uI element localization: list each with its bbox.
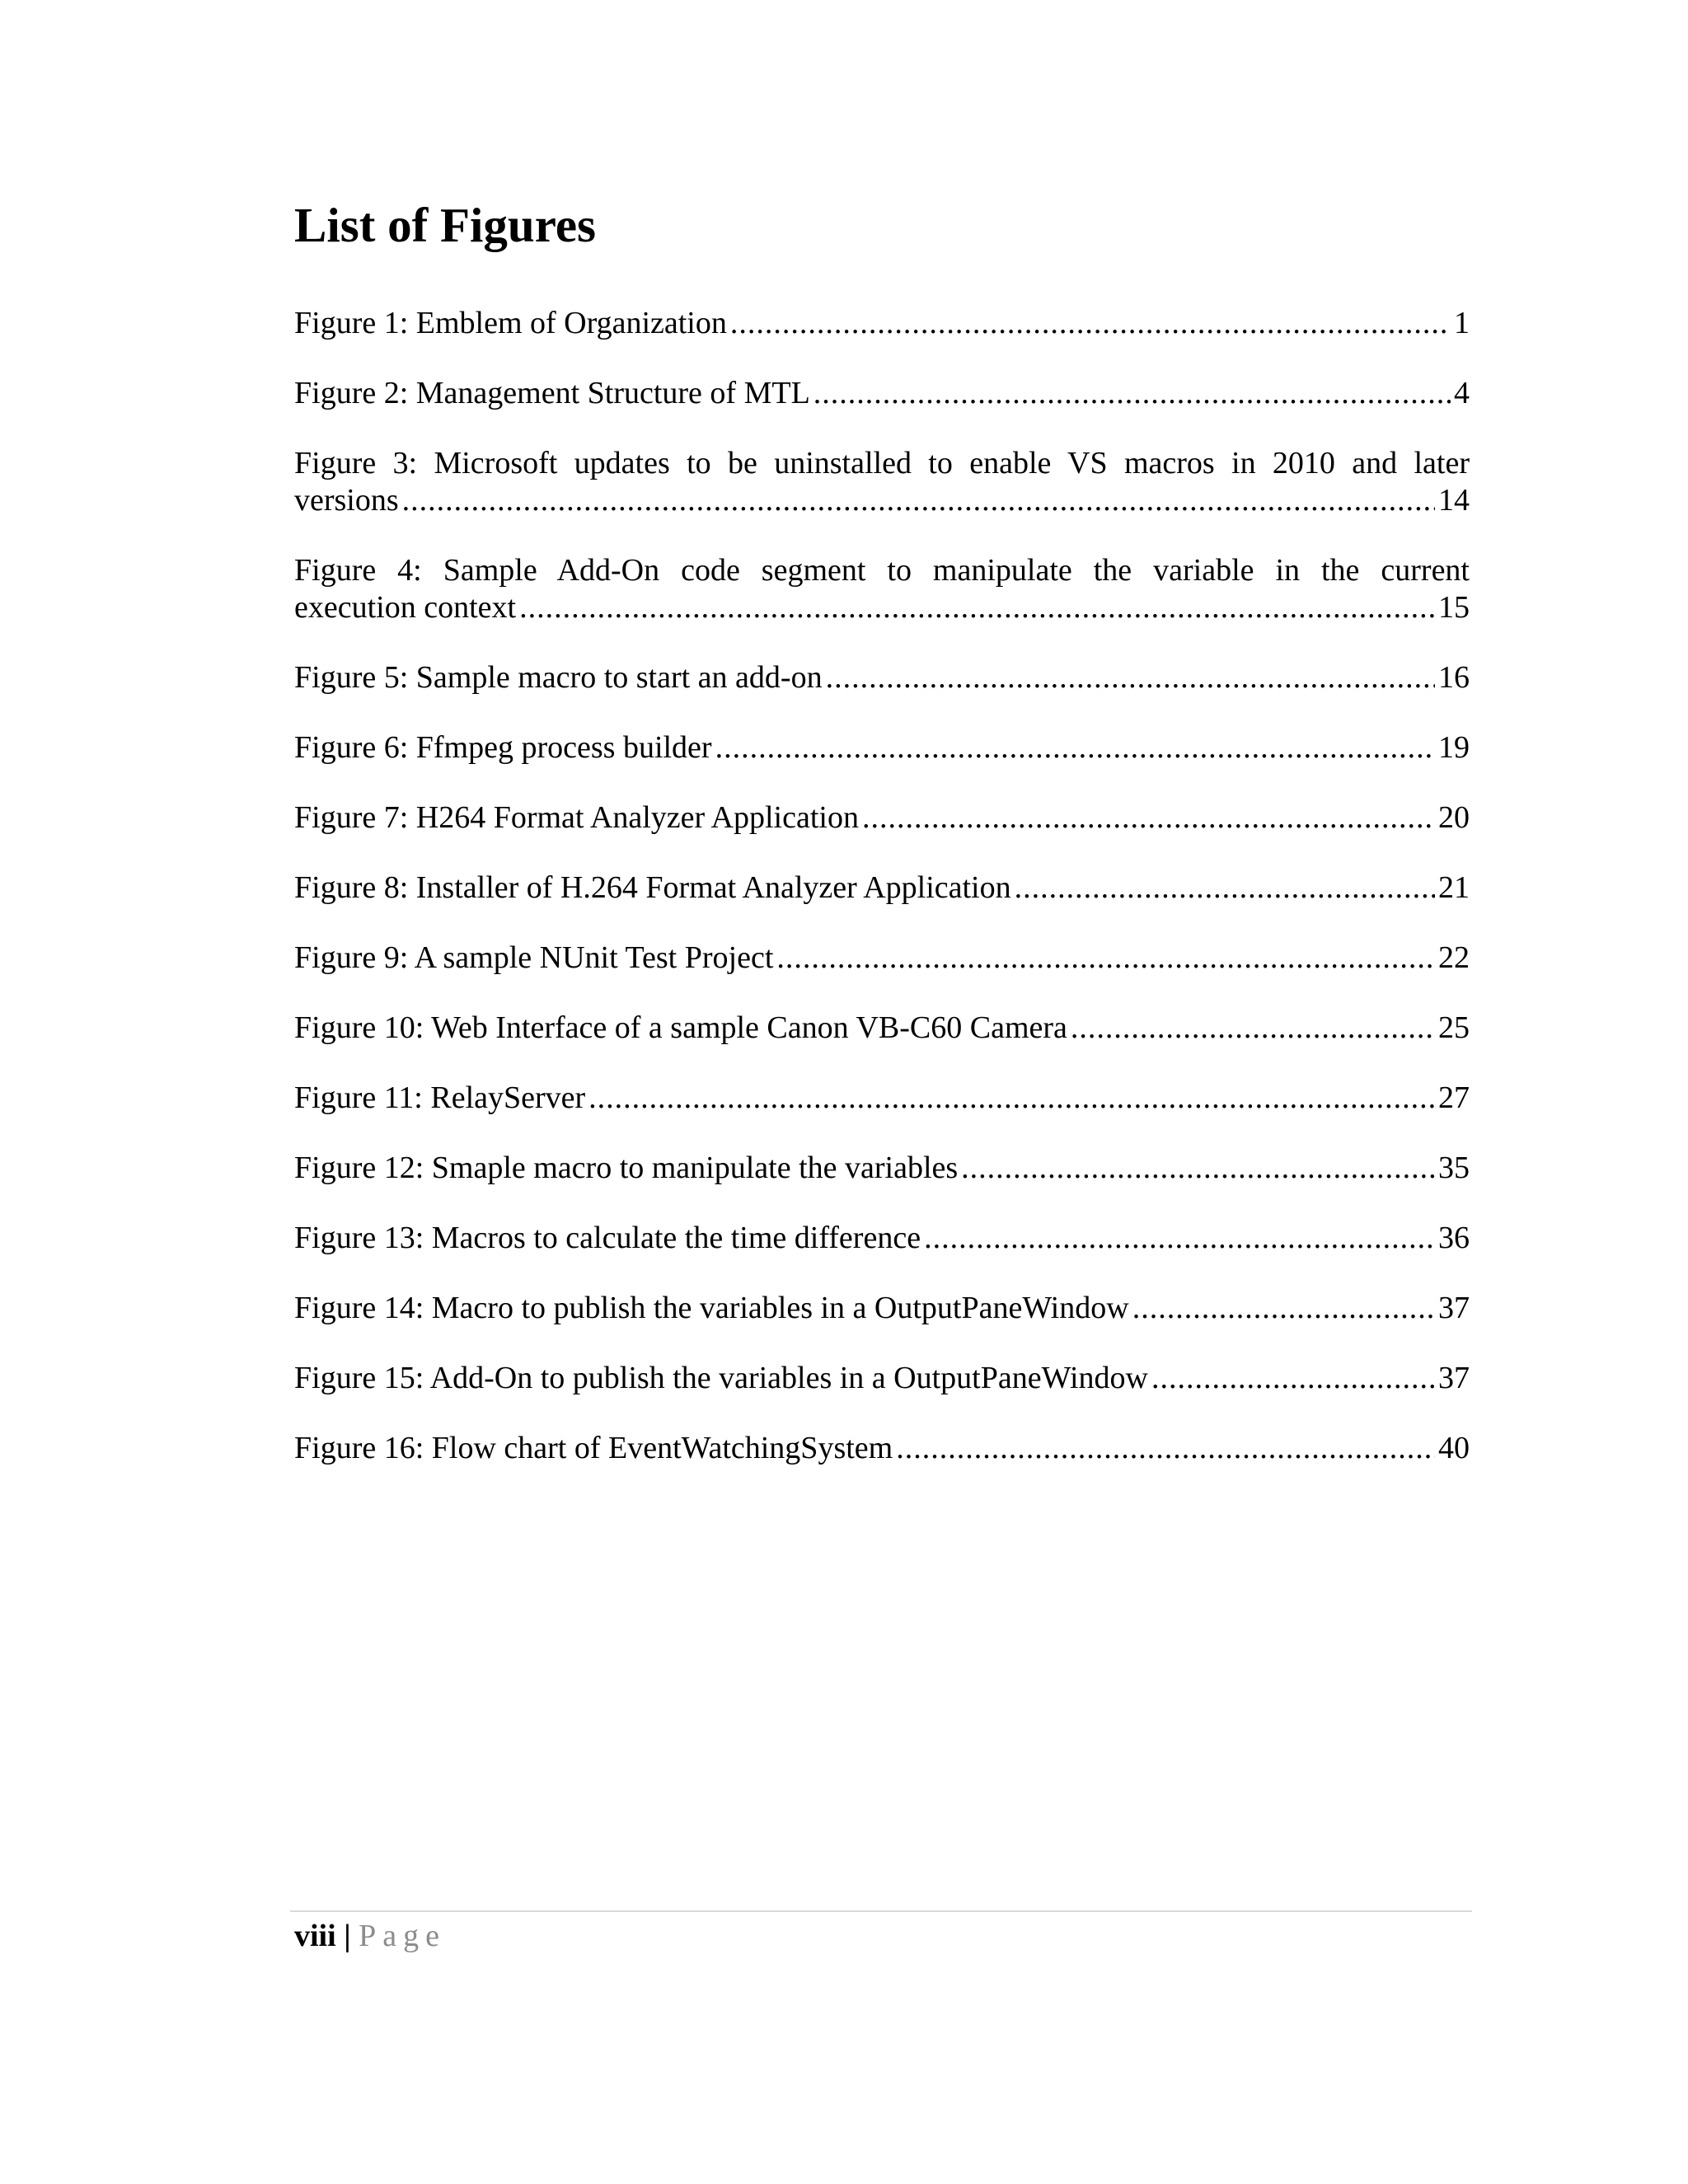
toc-entry-line2 — [294, 589, 1470, 626]
toc-entry-page: 36 — [1438, 1221, 1470, 1255]
toc-entry-figure-7[interactable] — [294, 799, 1470, 837]
dot-leader — [1132, 1290, 1435, 1327]
dot-leader — [896, 1430, 1435, 1467]
dot-leader — [961, 1150, 1435, 1187]
toc-entry-title: Figure 16: Flow chart of EventWatchingSystem — [294, 1431, 893, 1465]
toc-entry-page: 37 — [1438, 1361, 1470, 1395]
footer-divider — [290, 1910, 1472, 1912]
toc-entry-figure-1[interactable] — [294, 305, 1470, 342]
toc-entry-figure-10[interactable] — [294, 1010, 1470, 1047]
toc-entry-page: 35 — [1438, 1151, 1470, 1185]
toc-entry-figure-14[interactable] — [294, 1290, 1470, 1327]
dot-leader — [924, 1220, 1435, 1257]
footer-separator: | — [344, 1919, 351, 1953]
toc-entry-figure-3[interactable] — [294, 445, 1470, 519]
toc-entry-page: 4 — [1454, 376, 1470, 410]
dot-leader — [588, 1080, 1435, 1117]
toc-entry-page: 20 — [1438, 800, 1470, 835]
toc-entry-page: 19 — [1438, 730, 1470, 765]
toc-entry-title: Figure 5: Sample macro to start an add-on — [294, 660, 823, 695]
footer-page-word: Page — [359, 1919, 446, 1953]
toc-entry-title: Figure 12: Smaple macro to manipulate the variables — [294, 1151, 959, 1185]
toc-entry-title-line1: Figure 3: Microsoft updates to be uninstalled to enable VS macros in 2010 and later — [294, 446, 1470, 480]
toc-entry-figure-6[interactable] — [294, 729, 1470, 766]
toc-entry-figure-13[interactable] — [294, 1220, 1470, 1257]
toc-entry-title: Figure 9: A sample NUnit Test Project — [294, 940, 774, 975]
dot-leader — [730, 305, 1451, 342]
toc-entry-title-line2: versions — [294, 483, 399, 518]
toc-entry-title: Figure 6: Ffmpeg process builder — [294, 730, 712, 765]
toc-entry-figure-16[interactable] — [294, 1430, 1470, 1467]
page-footer — [294, 1917, 446, 1955]
dot-leader — [1151, 1360, 1435, 1397]
toc-entry-line2 — [294, 482, 1470, 519]
toc-entry-title-line1: Figure 4: Sample Add-On code segment to manipulate the variable in the current — [294, 553, 1470, 588]
toc-entry-figure-9[interactable] — [294, 940, 1470, 977]
toc-entry-page: 1 — [1454, 306, 1470, 340]
toc-entry-page: 15 — [1438, 590, 1470, 625]
toc-entry-page: 14 — [1438, 483, 1470, 518]
toc-entry-figure-5[interactable] — [294, 659, 1470, 696]
toc-entry-title: Figure 11: RelayServer — [294, 1080, 586, 1115]
toc-entry-page: 40 — [1438, 1431, 1470, 1465]
toc-entry-figure-12[interactable] — [294, 1150, 1470, 1187]
page-title: List of Figures — [294, 198, 597, 252]
toc-entry-title: Figure 14: Macro to publish the variables in a OutputPaneWindow — [294, 1291, 1129, 1325]
toc-entry-page: 25 — [1438, 1010, 1470, 1045]
toc-entry-page: 21 — [1438, 870, 1470, 905]
dot-leader — [776, 940, 1435, 977]
toc-entry-figure-15[interactable] — [294, 1360, 1470, 1397]
toc-entry-title: Figure 15: Add-On to publish the variables in a OutputPaneWindow — [294, 1361, 1148, 1395]
toc-entry-page: 27 — [1438, 1080, 1470, 1115]
dot-leader — [826, 659, 1435, 696]
toc-entry-page: 22 — [1438, 940, 1470, 975]
toc-entry-figure-4[interactable] — [294, 552, 1470, 626]
toc-entry-title-line2: execution context — [294, 590, 517, 625]
toc-entry-page: 37 — [1438, 1291, 1470, 1325]
dot-leader — [402, 482, 1435, 519]
dot-leader — [1071, 1010, 1435, 1047]
toc-entry-title: Figure 1: Emblem of Organization — [294, 306, 727, 340]
toc-entry-figure-8[interactable] — [294, 869, 1470, 907]
toc-entry-title: Figure 10: Web Interface of a sample Canon VB-C60 Camera — [294, 1010, 1067, 1045]
toc-entry-page: 16 — [1438, 660, 1470, 695]
dot-leader — [715, 729, 1435, 766]
toc-entry-title: Figure 13: Macros to calculate the time difference — [294, 1221, 921, 1255]
toc-entry-title: Figure 2: Management Structure of MTL — [294, 376, 810, 410]
toc-entry-title: Figure 8: Installer of H.264 Format Analyzer Application — [294, 870, 1011, 905]
dot-leader — [862, 799, 1435, 837]
footer-page-number: viii — [294, 1919, 336, 1953]
dot-leader — [519, 589, 1435, 626]
dot-leader — [1015, 869, 1435, 907]
toc-entry-figure-11[interactable] — [294, 1080, 1470, 1117]
dot-leader — [814, 375, 1451, 412]
toc-entry-title: Figure 7: H264 Format Analyzer Application — [294, 800, 859, 835]
toc-entry-figure-2[interactable] — [294, 375, 1470, 412]
list-of-figures — [294, 305, 1470, 1500]
